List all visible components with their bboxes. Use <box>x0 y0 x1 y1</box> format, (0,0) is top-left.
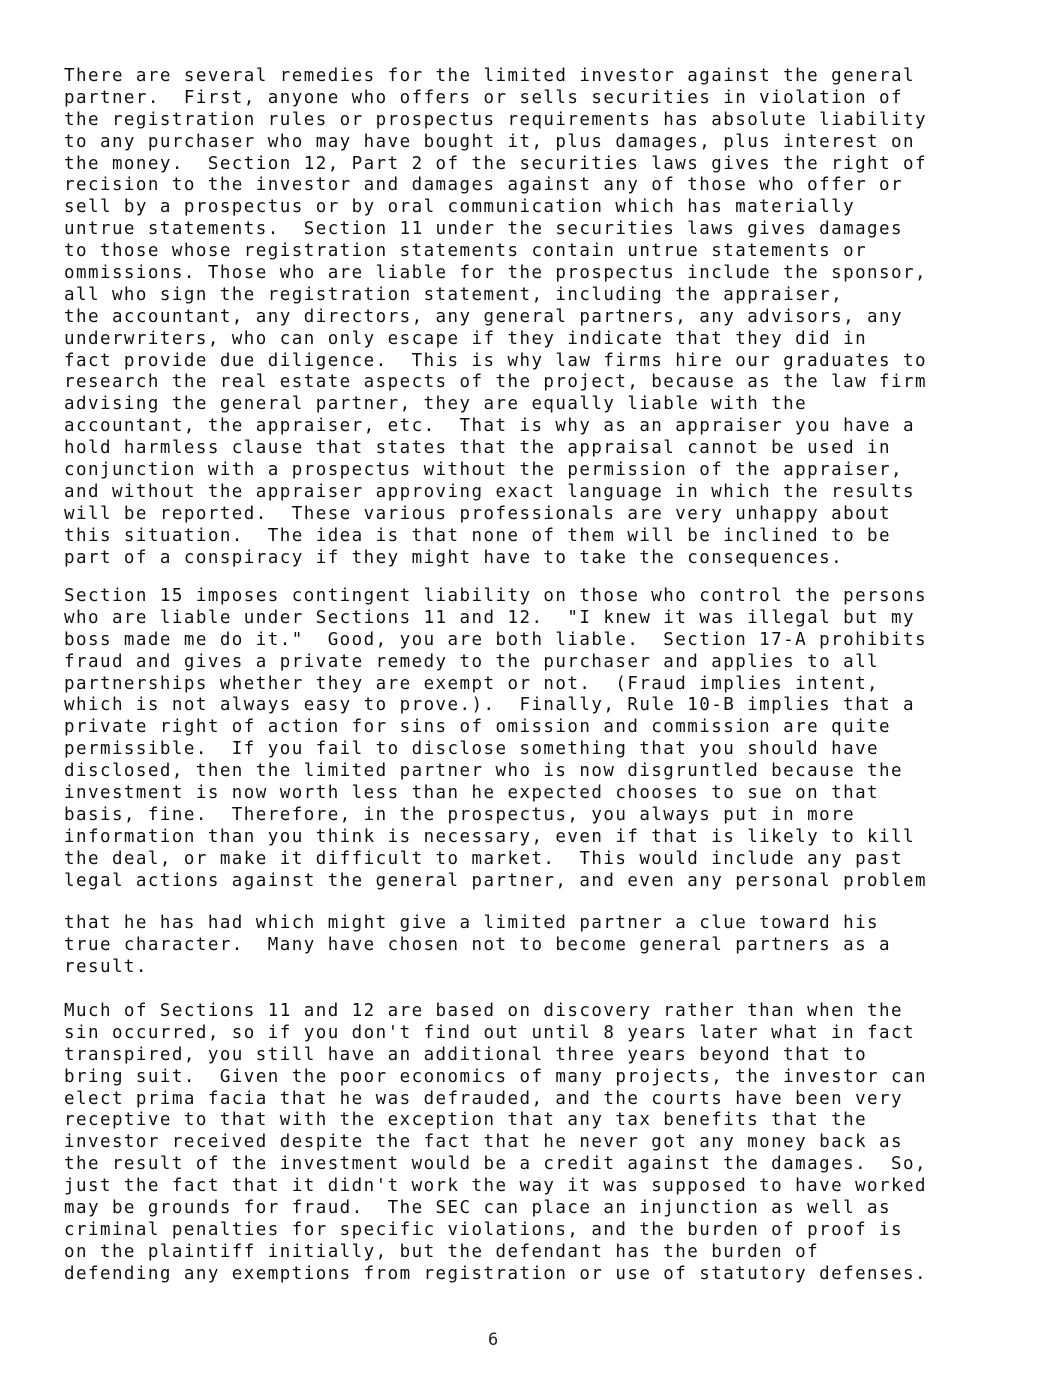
text-line: recision to the investor and damages against any of those who offer or <box>64 175 904 196</box>
page-number: 6 <box>488 1330 499 1350</box>
text-line: this situation. The idea is that none of them will be inclined to be <box>64 525 892 546</box>
text-line: sin occurred, so if you don't find out until 8 years later what in fact <box>64 1022 915 1043</box>
text-line: legal actions against the general partner, and even any personal problem <box>64 870 927 891</box>
text-line: the money. Section 12, Part 2 of the securities laws gives the right of <box>64 153 927 174</box>
text-line: partnerships whether they are exempt or not. (Fraud implies intent, <box>64 673 880 694</box>
text-line: will be reported. These various professionals are very unhappy about <box>64 503 892 524</box>
text-line: ommissions. Those who are liable for the prospectus include the sponsor, <box>64 263 927 284</box>
paragraph-section-15 <box>64 586 1028 892</box>
text-line: research the real estate aspects of the project, because as the law firm <box>64 372 927 393</box>
text-line: underwriters, who can only escape if they indicate that they did in <box>64 328 868 349</box>
text-line: fraud and gives a private remedy to the purchaser and applies to all <box>64 651 880 672</box>
text-line: disclosed, then the limited partner who is now disgruntled because the <box>64 761 904 782</box>
text-line: hold harmless clause that states that the appraisal cannot be used in <box>64 438 892 459</box>
text-line: elect prima facia that he was defrauded, and the courts have been very <box>64 1088 904 1109</box>
text-line: private right of action for sins of omission and commission are quite <box>64 717 892 738</box>
text-line: true character. Many have chosen not to become general partners as a <box>64 934 892 955</box>
text-line: investor received despite the fact that he never got any money back as <box>64 1132 904 1153</box>
text-line: Section 15 imposes contingent liability on those who control the persons <box>64 586 927 606</box>
text-line: defending any exemptions from registration or use of statutory defenses. <box>64 1263 927 1284</box>
paragraph-remedies <box>64 66 1028 569</box>
text-line: result. <box>64 956 148 977</box>
text-line: all who sign the registration statement, including the appraiser, <box>64 284 844 305</box>
text-line: partner. First, anyone who offers or sells securities in violation of <box>64 87 904 108</box>
text-line: the result of the investment would be a credit against the damages. So, <box>64 1154 927 1175</box>
text-line: to any purchaser who may have bought it, plus damages, plus interest on <box>64 131 915 152</box>
text-line: to those whose registration statements contain untrue statements or <box>64 241 868 262</box>
paragraph-character <box>64 913 1028 979</box>
text-line: bring suit. Given the poor economics of many projects, the investor can <box>64 1066 927 1087</box>
text-line: the deal, or make it difficult to market. This would include any past <box>64 848 904 869</box>
text-line: sell by a prospectus or by oral communication which has materially <box>64 197 856 218</box>
text-line: transpired, you still have an additional three years beyond that to <box>64 1044 868 1065</box>
text-line: criminal penalties for specific violations, and the burden of proof is <box>64 1219 904 1240</box>
text-line: conjunction with a prospectus without the permission of the appraiser, <box>64 460 904 481</box>
text-line: who are liable under Sections 11 and 12. "I knew it was illegal but my <box>64 607 915 628</box>
text-line: basis, fine. Therefore, in the prospectus, you always put in more <box>64 804 856 825</box>
text-line: Much of Sections 11 and 12 are based on discovery rather than when the <box>64 1001 904 1021</box>
paragraph-discovery <box>64 1001 1028 1286</box>
text-line: the accountant, any directors, any general partners, any advisors, any <box>64 306 904 327</box>
text-line: which is not always easy to prove.). Finally, Rule 10-B implies that a <box>64 695 915 716</box>
text-line: receptive to that with the exception that any tax benefits that the <box>64 1110 868 1131</box>
text-line: part of a conspiracy if they might have to take the consequences. <box>64 547 844 568</box>
text-line: There are several remedies for the limited investor against the general <box>64 66 915 86</box>
text-line: boss made me do it." Good, you are both liable. Section 17-A prohibits <box>64 629 927 650</box>
text-line: that he has had which might give a limited partner a clue toward his <box>64 913 880 933</box>
text-line: may be grounds for fraud. The SEC can place an injunction as well as <box>64 1198 892 1219</box>
text-line: just the fact that it didn't work the way it was supposed to have worked <box>64 1176 927 1197</box>
text-line: investment is now worth less than he expected chooses to sue on that <box>64 783 880 804</box>
text-line: the registration rules or prospectus requirements has absolute liability <box>64 109 927 130</box>
text-line: permissible. If you fail to disclose something that you should have <box>64 739 880 760</box>
text-line: accountant, the appraiser, etc. That is why as an appraiser you have a <box>64 416 915 437</box>
text-line: and without the appraiser approving exact language in which the results <box>64 481 915 502</box>
text-line: information than you think is necessary, even if that is likely to kill <box>64 826 915 847</box>
text-line: on the plaintiff initially, but the defendant has the burden of <box>64 1241 820 1262</box>
text-line: advising the general partner, they are equally liable with the <box>64 394 808 415</box>
text-line: fact provide due diligence. This is why law firms hire our graduates to <box>64 350 927 371</box>
text-line: untrue statements. Section 11 under the securities laws gives damages <box>64 219 904 240</box>
